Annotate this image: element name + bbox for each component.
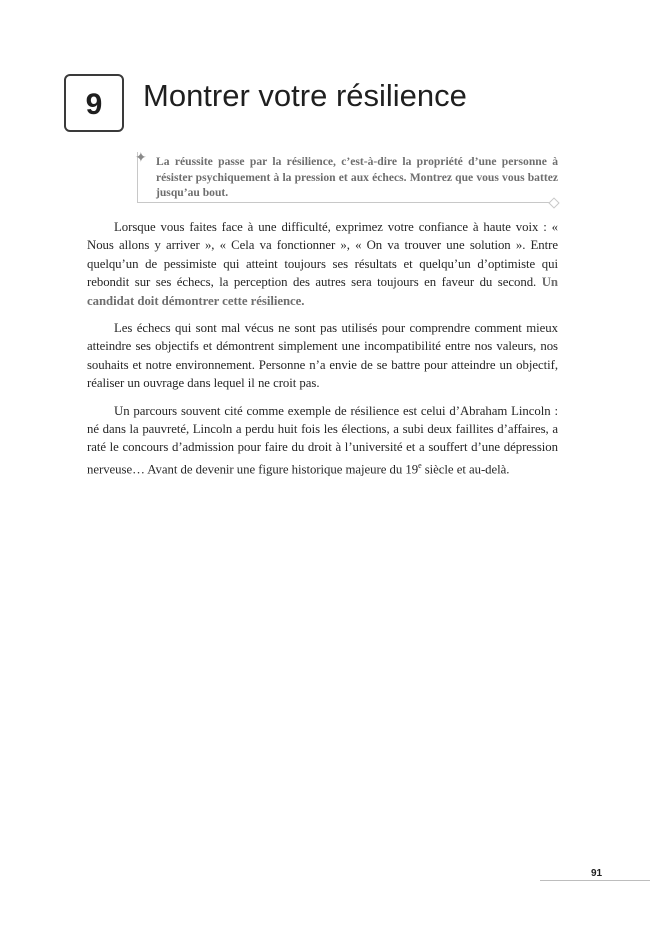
paragraph-3-text-after: siècle et au-delà. (421, 462, 510, 477)
paragraph-2: Les échecs qui sont mal vécus ne sont pas utilisés pour comprendre comment mieux atteindre ses objectifs et démontrent simplement une incompatibilité entre nos valeurs, nos souhaits et notre environnement. Personne n’a envie de se battre pour atteindre un objectif, réaliser un ouvrage dans lequel il ne croit pas. (87, 321, 558, 391)
paragraph-1-text: Lorsque vous faites face à une difficulté, exprimez votre confiance à haute voix : « Nous allons y arriver », « Cela va fonctionner », « On va trouver une solution ». Entre quelqu’un de pessimiste qui atteint toujours ses résultats et quelqu’un d’optimiste qui rebondit sur ses échecs, la perception des autres sera toujours en faveur du second. (87, 220, 558, 290)
paragraph-1 (87, 218, 558, 310)
body-text (87, 218, 558, 488)
four-point-star-icon: ✦ (135, 150, 147, 166)
chapter-number-box (64, 74, 124, 132)
footer-rule (540, 880, 650, 881)
paragraph-3-superscript: e (418, 460, 422, 470)
page-number: 91 (591, 868, 603, 879)
chapter-title: Montrer votre résilience (143, 78, 467, 113)
paragraph-1-highlight: Un candidat doit démontrer cette résilience. (87, 275, 558, 308)
intro-callout-text: La réussite passe par la résilience, c’est-à-dire la propriété d’une personne à résister psychiquement à la pression et aux échecs. Montrez que vous vous battez jusqu’au bout. (156, 155, 558, 200)
paragraph-3-text-before: Un parcours souvent cité comme exemple de résilience est celui d’Abraham Lincoln : né dans la pauvreté, Lincoln a perdu huit fois les élections, a subi deux faillites d’affaires, a raté le concours d’admission pour faire du droit à l’université et a souffert d’une dépression nerveuse… Avant de devenir une figure historique majeure du 19 (87, 403, 558, 477)
paragraph-3 (87, 402, 558, 479)
chapter-number: 9 (85, 88, 103, 121)
